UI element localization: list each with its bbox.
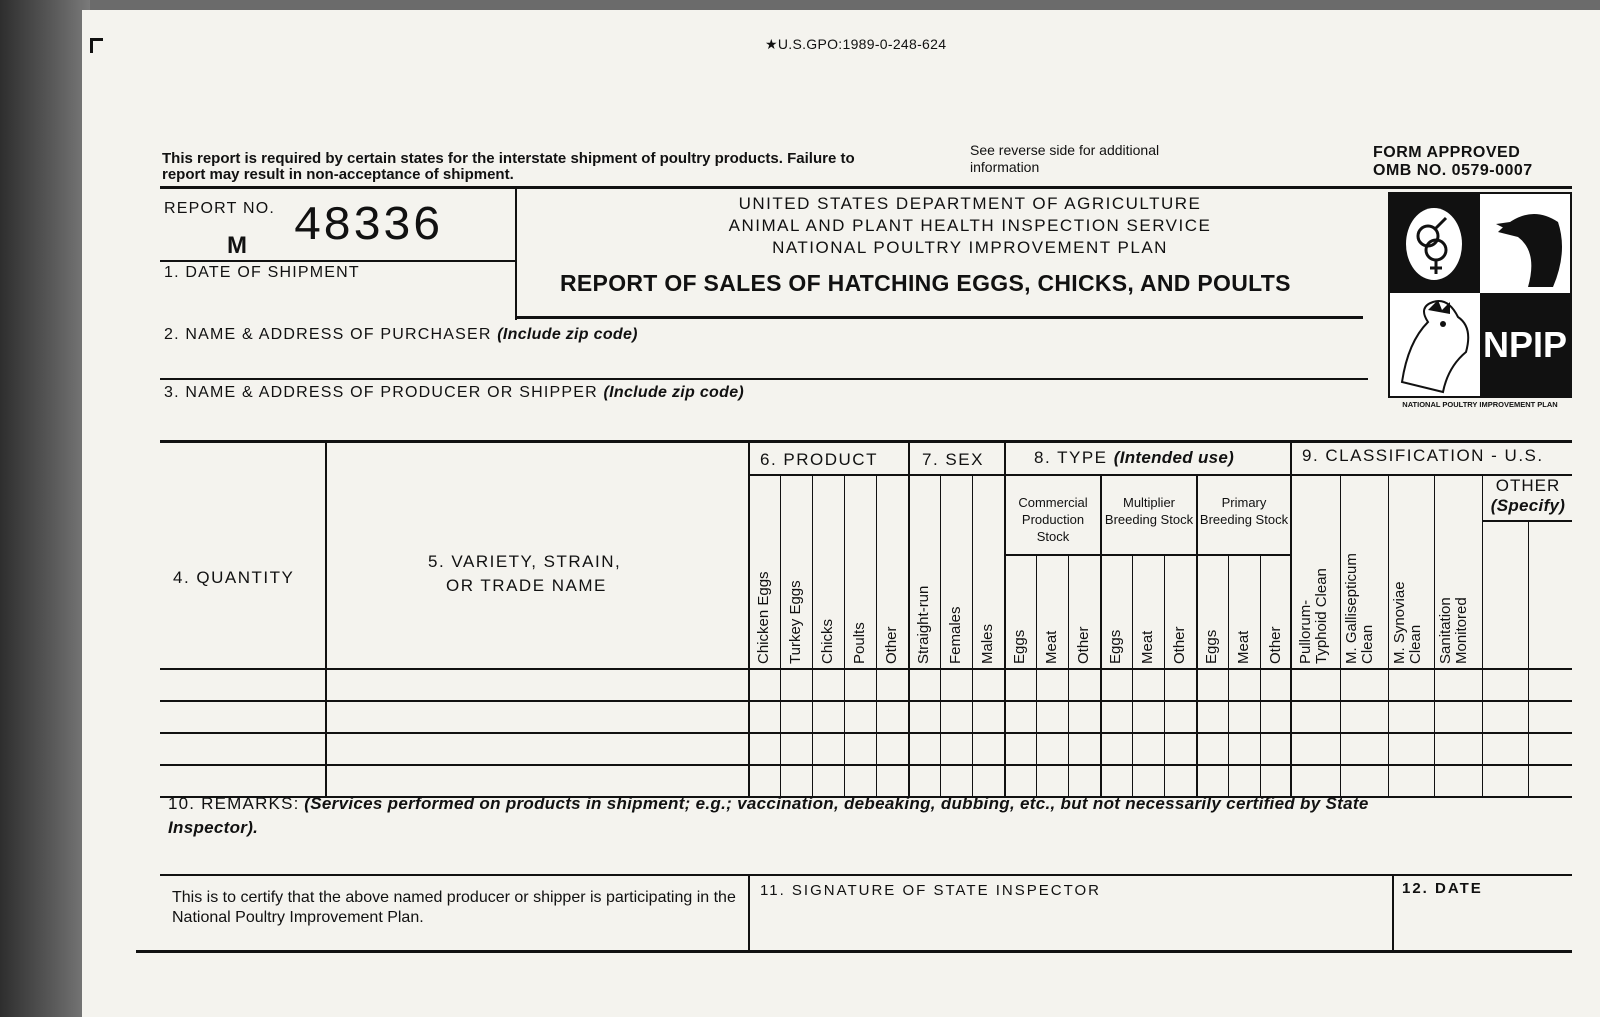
date-label[interactable]: 12. DATE	[1402, 880, 1483, 897]
report-divider	[160, 260, 516, 262]
report-prefix: M	[227, 232, 247, 259]
table-row-line	[160, 764, 1572, 766]
purchaser-rule	[160, 378, 1368, 380]
col-chicks: Chicks	[819, 618, 836, 664]
variety-header-2: OR TRADE NAME	[446, 576, 607, 595]
top-rule	[160, 186, 1572, 189]
interstate-notice: This report is required by certain states for the interstate shipment of poultry products. Failure to report may result in non-acceptance of shipment.	[162, 150, 855, 183]
omb-number: OMB NO. 0579-0007	[1373, 162, 1533, 179]
col-females: Females	[947, 606, 964, 664]
col-pullorum-2: Typhoid Clean	[1313, 568, 1330, 664]
bottom-box-divider	[1392, 874, 1394, 952]
reverse-note: See reverse side for additional information	[970, 142, 1160, 175]
type-col-line	[1068, 556, 1069, 796]
table-col-line	[325, 442, 327, 796]
col-primary-other: Other	[1267, 626, 1284, 664]
class-col-line	[1434, 474, 1435, 796]
remarks-line[interactable]	[168, 794, 1369, 814]
report-box-right	[515, 188, 517, 320]
other-rule	[1482, 520, 1572, 522]
type-header	[1034, 448, 1234, 468]
col-mg-2: Clean	[1359, 624, 1376, 664]
type-header-label: 8. TYPE	[1034, 448, 1108, 467]
product-header: 6. PRODUCT	[760, 450, 878, 469]
form-title: REPORT OF SALES OF HATCHING EGGS, CHICKS, AND POULTS	[560, 270, 1291, 296]
product-col-line	[876, 474, 877, 796]
date-of-shipment-label[interactable]: 1. DATE OF SHIPMENT	[164, 264, 360, 281]
col-multiplier-eggs: Eggs	[1107, 629, 1124, 664]
npip-logo	[1388, 192, 1572, 410]
col-ms-1: M. Synoviae	[1391, 581, 1408, 664]
type-header-note: (Intended use)	[1113, 448, 1235, 467]
type-col-line	[1132, 556, 1133, 796]
report-number: 48336	[293, 200, 443, 254]
bottom-box-top	[160, 874, 1572, 876]
purchaser-label[interactable]	[164, 326, 638, 344]
other-header-label: OTHER	[1495, 476, 1561, 495]
table-col-line	[748, 442, 750, 796]
table-col-line	[908, 442, 910, 796]
col-primary-meat: Meat	[1235, 630, 1252, 664]
form-approved	[1373, 144, 1533, 180]
purchaser-zip-note: (Include zip code)	[497, 326, 638, 343]
quantity-header: 4. QUANTITY	[173, 568, 295, 587]
col-sanitation-2: Monitored	[1453, 597, 1470, 664]
remarks-note-end: Inspector).	[168, 818, 259, 837]
subheader-rule	[748, 474, 1572, 476]
col-product-other: Other	[883, 626, 900, 664]
sex-header: 7. SEX	[922, 450, 984, 469]
sex-col-line	[940, 474, 941, 796]
col-mg-1: M. Gallisepticum	[1343, 553, 1360, 664]
other-header-note: (Specify)	[1490, 496, 1566, 515]
type-col-line	[1228, 556, 1229, 796]
table-top-rule	[160, 440, 1572, 443]
type-col-line	[1036, 556, 1037, 796]
primary-header: Primary Breeding Stock	[1199, 495, 1289, 527]
col-primary-eggs: Eggs	[1203, 629, 1220, 664]
agency-line-1: UNITED STATES DEPARTMENT OF AGRICULTURE	[738, 194, 1202, 213]
table-col-line	[1290, 442, 1292, 796]
purchaser-field-label: 2. NAME & ADDRESS OF PURCHASER	[164, 326, 492, 343]
col-turkey-eggs: Turkey Eggs	[787, 580, 804, 664]
table-row-line	[160, 732, 1572, 734]
table-row-line	[160, 700, 1572, 702]
corner-mark	[90, 38, 103, 53]
type-col-line	[1260, 556, 1261, 796]
commercial-header: Commercial Production Stock	[1018, 495, 1088, 544]
col-chicken-eggs: Chicken Eggs	[755, 571, 772, 664]
gpo-code: ★U.S.GPO:1989-0-248-624	[765, 36, 947, 52]
remarks-label: 10. REMARKS:	[168, 794, 300, 813]
classification-header: 9. CLASSIFICATION - U.S.	[1302, 446, 1544, 465]
class-col-line	[1482, 474, 1483, 796]
type-col-line	[1164, 556, 1165, 796]
producer-zip-note: (Include zip code)	[603, 384, 745, 401]
other-col-line	[1528, 520, 1529, 796]
col-sanitation-1: Sanitation	[1437, 597, 1454, 664]
col-straight-run: Straight-run	[915, 585, 932, 664]
class-col-line	[1340, 474, 1341, 796]
type-group-rule	[1004, 554, 1290, 556]
other-header	[1484, 476, 1572, 516]
class-col-line	[1388, 474, 1389, 796]
scan-shadow	[0, 0, 90, 1017]
col-commercial-other: Other	[1075, 626, 1092, 664]
product-col-line	[780, 474, 781, 796]
signature-label[interactable]: 11. SIGNATURE OF STATE INSPECTOR	[760, 882, 1101, 899]
col-ms-2: Clean	[1407, 624, 1424, 664]
col-multiplier-other: Other	[1171, 626, 1188, 664]
producer-label[interactable]	[164, 384, 744, 402]
agency-line-2: ANIMAL AND PLANT HEALTH INSPECTION SERVICE	[728, 216, 1212, 235]
npip-logo-text: NPIP	[1482, 324, 1568, 365]
product-col-line	[812, 474, 813, 796]
bottom-box-bottom	[136, 950, 1572, 953]
title-rule	[515, 316, 1363, 319]
col-multiplier-meat: Meat	[1139, 630, 1156, 664]
sex-col-line	[972, 474, 973, 796]
form-approved-label: FORM APPROVED	[1373, 144, 1521, 161]
certify-statement: This is to certify that the above named producer or shipper is participating in the National Poultry Improvement Plan.	[172, 889, 736, 926]
col-males: Males	[979, 623, 996, 664]
agency-line-3: NATIONAL POULTRY IMPROVEMENT PLAN	[772, 238, 1168, 257]
col-commercial-eggs: Eggs	[1011, 629, 1028, 664]
table-header-rule	[160, 668, 1572, 670]
product-col-line	[844, 474, 845, 796]
col-commercial-meat: Meat	[1043, 630, 1060, 664]
npip-logo-caption: NATIONAL POULTRY IMPROVEMENT PLAN	[1402, 400, 1558, 409]
col-pullorum-1: Pullorum-	[1297, 599, 1314, 664]
variety-header-1: 5. VARIETY, STRAIN,	[428, 552, 622, 571]
col-poults: Poults	[851, 622, 868, 664]
report-no-label: REPORT NO.	[164, 200, 275, 217]
remarks-note: (Services performed on products in shipment; e.g.; vaccination, debeaking, dubbing, etc., but not necessarily certified by State	[304, 794, 1369, 813]
multiplier-header: Multiplier Breeding Stock	[1104, 495, 1194, 527]
producer-field-label: 3. NAME & ADDRESS OF PRODUCER OR SHIPPER	[164, 384, 598, 401]
